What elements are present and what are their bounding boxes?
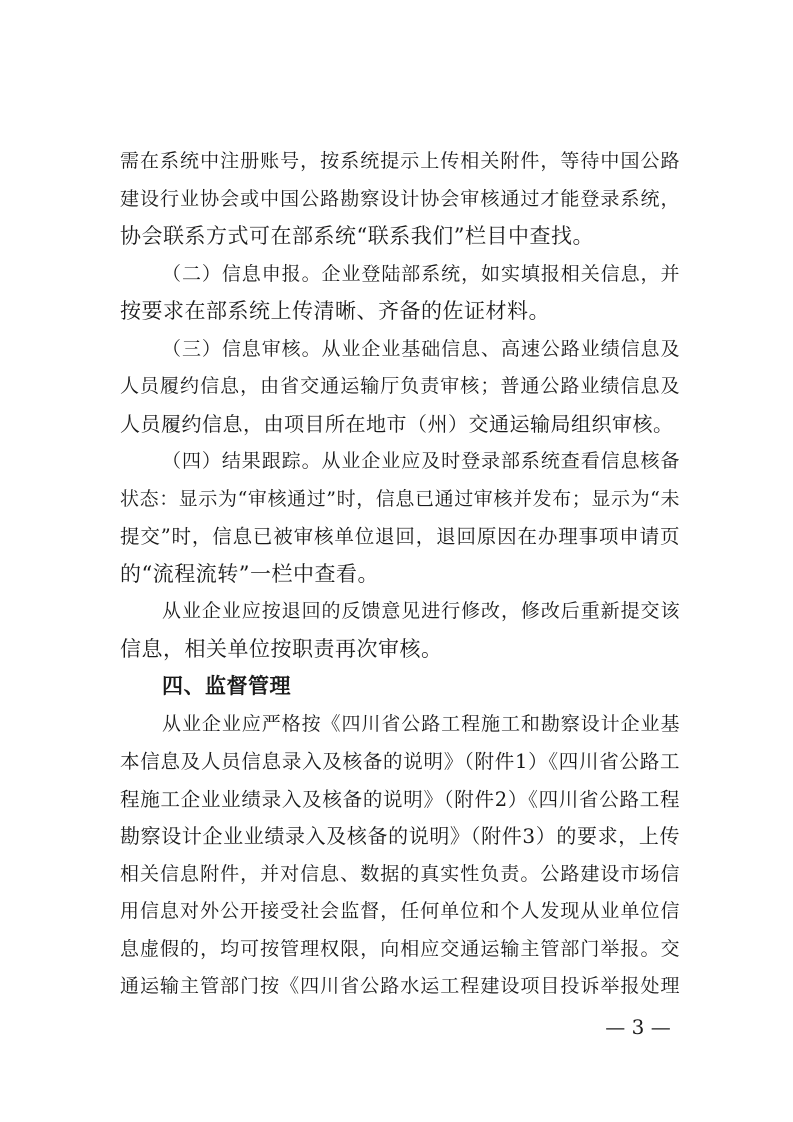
text-line: 信息，相关单位按职责再次审核。 (120, 636, 443, 661)
text-line: 提交”时，信息已被审核单位退回，退回原因在办理事项申请页 (120, 525, 680, 548)
text-line: 本信息及人员信息录入及核备的说明》（附件1）《四川省公路工 (120, 750, 680, 773)
page-number: — 3 — (605, 1015, 671, 1039)
text-line: 的“流程流转”一栏中查看。 (120, 561, 379, 586)
text-line: 协会联系方式可在部系统“联系我们”栏目中查找。 (120, 224, 594, 248)
paragraph-start-line: 从业企业应按退回的反馈意见进行修改，修改后重新提交该 (162, 600, 680, 622)
paragraph-start-line: （四）结果跟踪。从业企业应及时登录部系统查看信息核备 (162, 450, 680, 472)
text-line: 建设行业协会或中国公路勘察设计协会审核通过才能登录系统， (120, 187, 680, 210)
paragraph-start-line: （二）信息申报。企业登陆部系统，如实填报相关信息，并 (162, 262, 680, 285)
text-line: 状态：显示为“审核通过”时，信息已通过审核并发布；显示为“未 (120, 487, 680, 510)
text-line: 相关信息附件，并对信息、数据的真实性负责。公路建设市场信 (120, 862, 680, 885)
paragraph-start-line: （三）信息审核。从业企业基础信息、高速公路业绩信息及 (162, 337, 680, 360)
section-heading: 四、监督管理 (162, 674, 291, 698)
text-line: 通运输主管部门按《四川省公路水运工程建设项目投诉举报处理 (120, 975, 680, 997)
text-line: 用信息对外公开接受社会监督，任何单位和个人发现从业单位信 (120, 900, 680, 922)
text-line: 人员履约信息，由省交通运输厅负责审核；普通公路业绩信息及 (120, 375, 680, 397)
text-line: 勘察设计企业业绩录入及核备的说明》（附件3）的要求，上传 (120, 824, 680, 848)
text-line: 息虚假的，均可按管理权限，向相应交通运输主管部门举报。交 (120, 937, 680, 960)
text-line: 按要求在部系统上传清晰、齐备的佐证材料。 (120, 299, 550, 323)
text-line: 需在系统中注册账号，按系统提示上传相关附件，等待中国公路 (120, 150, 680, 172)
text-line: 人员履约信息，由项目所在地市（州）交通运输局组织审核。 (120, 411, 674, 436)
text-line: 程施工企业业绩录入及核备的说明》（附件2）《四川省公路工程 (120, 787, 680, 811)
paragraph-start-line: 从业企业应严格按《四川省公路工程施工和勘察设计企业基 (162, 712, 680, 735)
body-text (120, 143, 680, 1006)
